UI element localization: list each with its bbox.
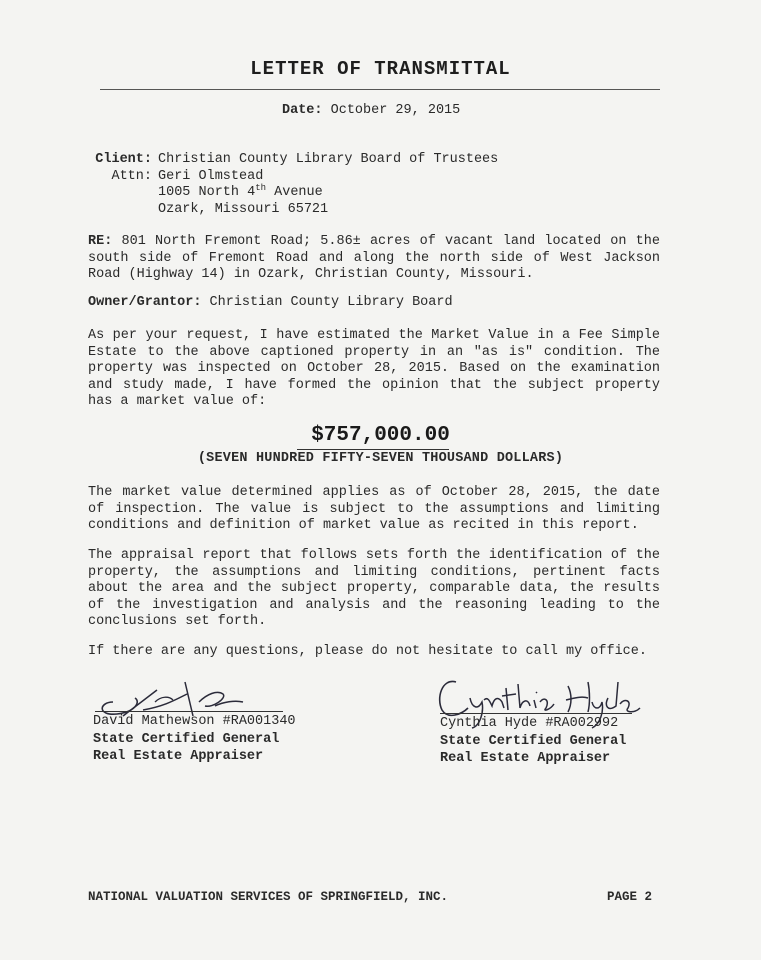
re-label: RE: bbox=[88, 234, 113, 249]
left-signature-line bbox=[95, 711, 283, 712]
re-paragraph bbox=[88, 234, 660, 284]
owner-value: Christian County Library Board bbox=[209, 295, 453, 310]
owner-label: Owner/Grantor: bbox=[88, 295, 202, 310]
address-line-1: 1005 North 4th Avenue bbox=[158, 183, 323, 200]
signer-credential: Real Estate Appraiser bbox=[440, 751, 611, 766]
effective-date-paragraph: The market value determined applies as of October 28, 2015, the date of inspection. The value is subject to the assumptions and limiting conditions and definition of market value as recited in this report. bbox=[88, 485, 660, 533]
client-label: Client: bbox=[95, 152, 152, 167]
address-line-2: Ozark, Missouri 65721 bbox=[158, 201, 329, 217]
document-title: LETTER OF TRANSMITTAL bbox=[250, 58, 511, 80]
signer-credential: Real Estate Appraiser bbox=[93, 749, 264, 764]
right-signature-line bbox=[440, 713, 632, 714]
signer-name: Cynthia Hyde #RA002992 bbox=[440, 716, 619, 731]
signer-credential: State Certified General bbox=[440, 733, 627, 749]
signer-block-hyde bbox=[440, 715, 626, 768]
market-value-words: (SEVEN HUNDRED FIFTY-SEVEN THOUSAND DOLLARS) bbox=[197, 451, 564, 466]
closing-paragraph: If there are any questions, please do not hesitate to call my office. bbox=[88, 644, 647, 659]
attn-label: Attn: bbox=[111, 168, 152, 184]
signer-name: David Mathewson #RA001340 bbox=[93, 714, 296, 729]
title-rule bbox=[100, 89, 660, 90]
re-text: 801 North Fremont Road; 5.86± acres of vacant land located on the south side of Fremont Road and along the north side of West Jackson Road (Highway 14) in Ozark, Christian County, Missouri. bbox=[88, 234, 660, 282]
signer-credential: State Certified General bbox=[93, 731, 280, 747]
client-block bbox=[88, 152, 498, 218]
attn-name: Geri Olmstead bbox=[158, 168, 264, 184]
date-line bbox=[282, 103, 460, 118]
footer-company: NATIONAL VALUATION SERVICES OF SPRINGFIELD, INC. bbox=[88, 890, 449, 904]
report-contents-paragraph: The appraisal report that follows sets forth the identification of the property, the assumptions and limiting conditions, pertinent facts about the area and the subject property, comparable data, the results of the investigation and analysis and the reasoning leading to the conclusions set forth. bbox=[88, 548, 660, 629]
date-label: Date: bbox=[282, 103, 323, 118]
date-value: October 29, 2015 bbox=[330, 103, 461, 118]
opinion-paragraph: As per your request, I have estimated the Market Value in a Fee Simple Estate to the above captioned property in an "as is" condition. The property was inspected on October 28, 2015. Based on the examination and study made, I have formed the opinion that the subject property has a market value of: bbox=[88, 328, 660, 409]
page-number: PAGE 2 bbox=[607, 890, 653, 904]
amount-underline bbox=[297, 449, 449, 450]
owner-line bbox=[88, 295, 660, 312]
signer-block-mathewson bbox=[93, 713, 296, 766]
market-value-amount: $757,000.00 bbox=[311, 424, 450, 447]
client-name: Christian County Library Board of Trustees bbox=[158, 152, 499, 167]
